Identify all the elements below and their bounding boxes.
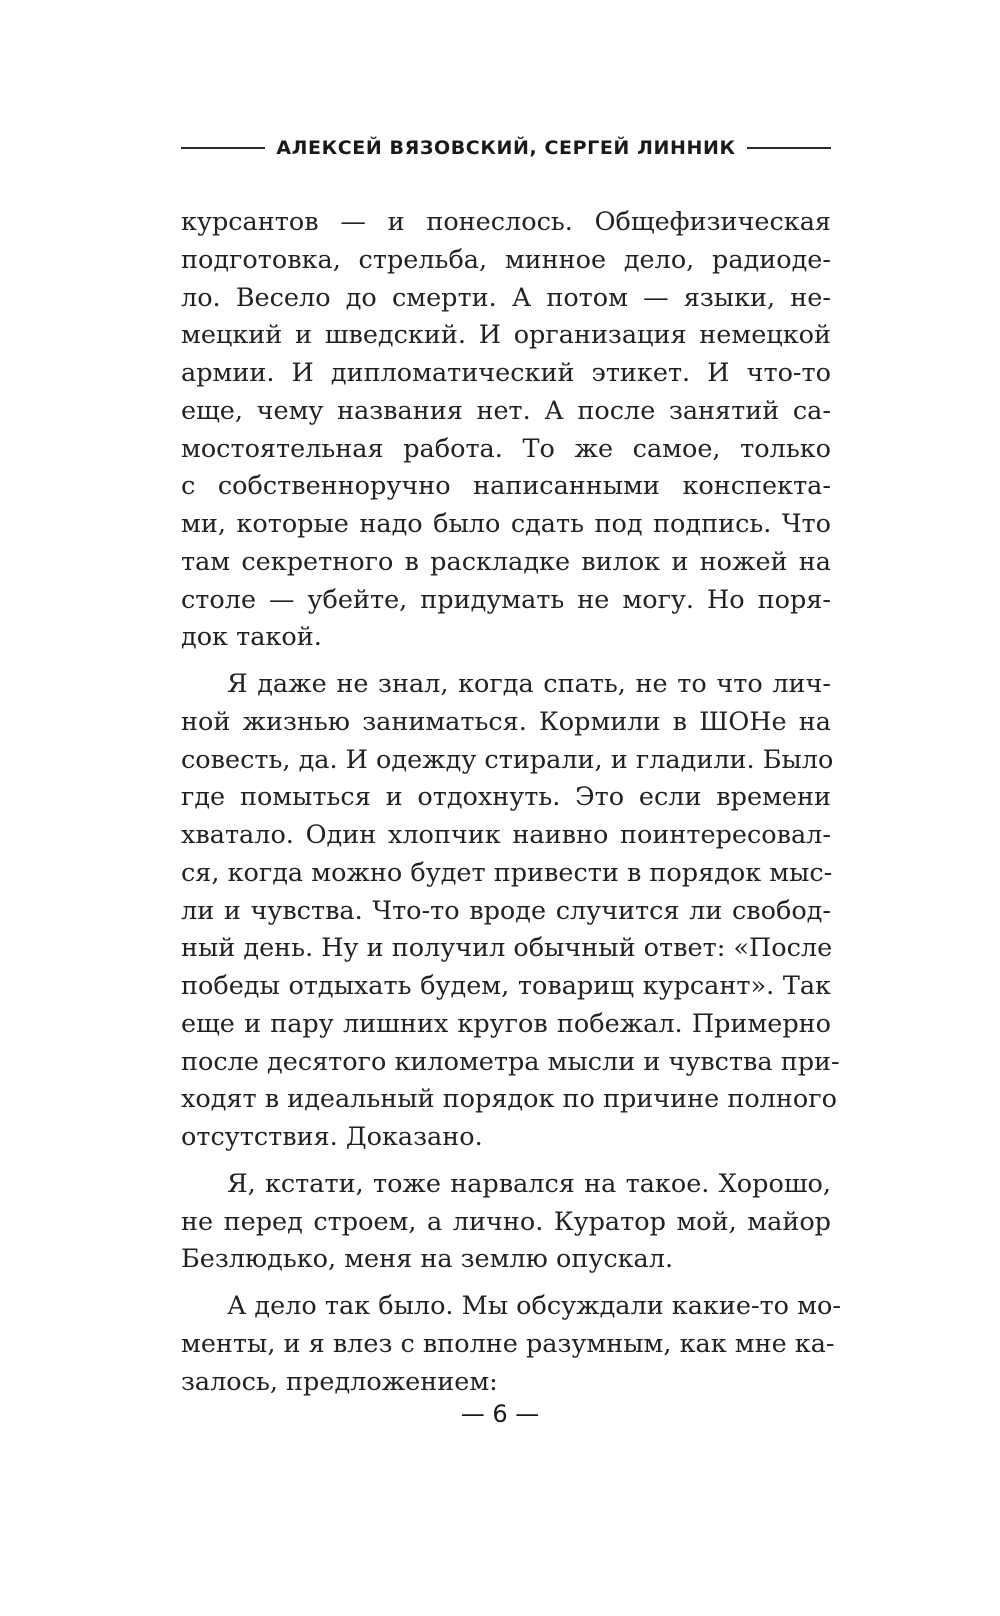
paragraph <box>181 666 840 1157</box>
text-line: еще, чему названия нет. А после занятий са- <box>181 395 831 426</box>
text-line: ли и чувства. Что-то вроде случится ли свобод- <box>181 895 831 926</box>
text-line: ной жизнью заниматься. Кормили в ШОНе на <box>181 706 831 737</box>
paragraph-gap <box>181 657 831 666</box>
text-line: отсутствия. Доказано. <box>181 1122 483 1152</box>
page-number: — 6 — <box>460 1400 540 1428</box>
body-text <box>181 204 841 1401</box>
paragraph <box>181 1166 831 1279</box>
paragraph <box>181 1288 841 1401</box>
header-rule-right <box>747 147 831 149</box>
text-line: столе — убейте, придумать не могу. Но поря- <box>181 584 831 615</box>
text-line: подготовка, стрельба, минное дело, радиоде- <box>181 244 831 275</box>
text-line: менты, и я влез с вполне разумным, как мне ка- <box>181 1328 835 1359</box>
running-head <box>181 126 831 170</box>
header-rule-left <box>181 147 265 149</box>
text-line: Я, кстати, тоже нарвался на такое. Хорошо, <box>227 1168 831 1199</box>
running-head-title: АЛЕКСЕЙ ВЯЗОВСКИЙ, СЕРГЕЙ ЛИННИК <box>276 137 736 159</box>
text-line: победы отдыхать будем, товарищ курсант». Так <box>181 971 831 1001</box>
text-line: после десятого километра мысли и чувства при- <box>181 1046 840 1077</box>
text-line: ми, которые надо было сдать под подпись. Что <box>181 509 831 539</box>
text-line: еще и пару лишних кругов побежал. Примерно <box>181 1008 831 1039</box>
text-line: мостоятельная работа. То же самое, только <box>181 433 831 464</box>
text-line: мецкий и шведский. И организация немецкой <box>181 320 831 351</box>
text-line: армии. И дипломатический этикет. И что-то <box>181 358 831 388</box>
text-line: ся, когда можно будет привести в порядок мыс- <box>181 857 833 888</box>
text-line: ходят в идеальный порядок по причине полного <box>181 1084 837 1115</box>
text-line: не перед строем, а лично. Куратор мой, майор <box>181 1206 831 1237</box>
text-line: ло. Весело до смерти. А потом — языки, не- <box>181 282 831 313</box>
text-line: залось, предложением: <box>181 1366 498 1397</box>
text-line: Безлюдько, меня на землю опускал. <box>181 1244 674 1275</box>
text-line: совесть, да. И одежду стирали, и гладили. Было <box>181 744 834 775</box>
text-line: курсантов — и понеслось. Общефизическая <box>181 207 831 237</box>
text-line: док такой. <box>181 622 322 653</box>
text-line: ный день. Ну и получил обычный ответ: «После <box>181 933 833 964</box>
paragraph-gap <box>181 1157 831 1166</box>
text-line: Я даже не знал, когда спать, не то что лич- <box>227 669 831 699</box>
text-line: где помыться и отдохнуть. Это если времени <box>181 782 831 813</box>
text-line: А дело так было. Мы обсуждали какие-то мо- <box>227 1291 841 1321</box>
text-line: там секретного в раскладке вилок и ножей на <box>181 546 831 577</box>
paragraph <box>181 204 831 657</box>
text-line: с собственноручно написанными конспекта- <box>181 471 831 502</box>
paragraph-gap <box>181 1279 831 1288</box>
text-line: хватало. Один хлопчик наивно поинтересовал- <box>181 820 831 850</box>
